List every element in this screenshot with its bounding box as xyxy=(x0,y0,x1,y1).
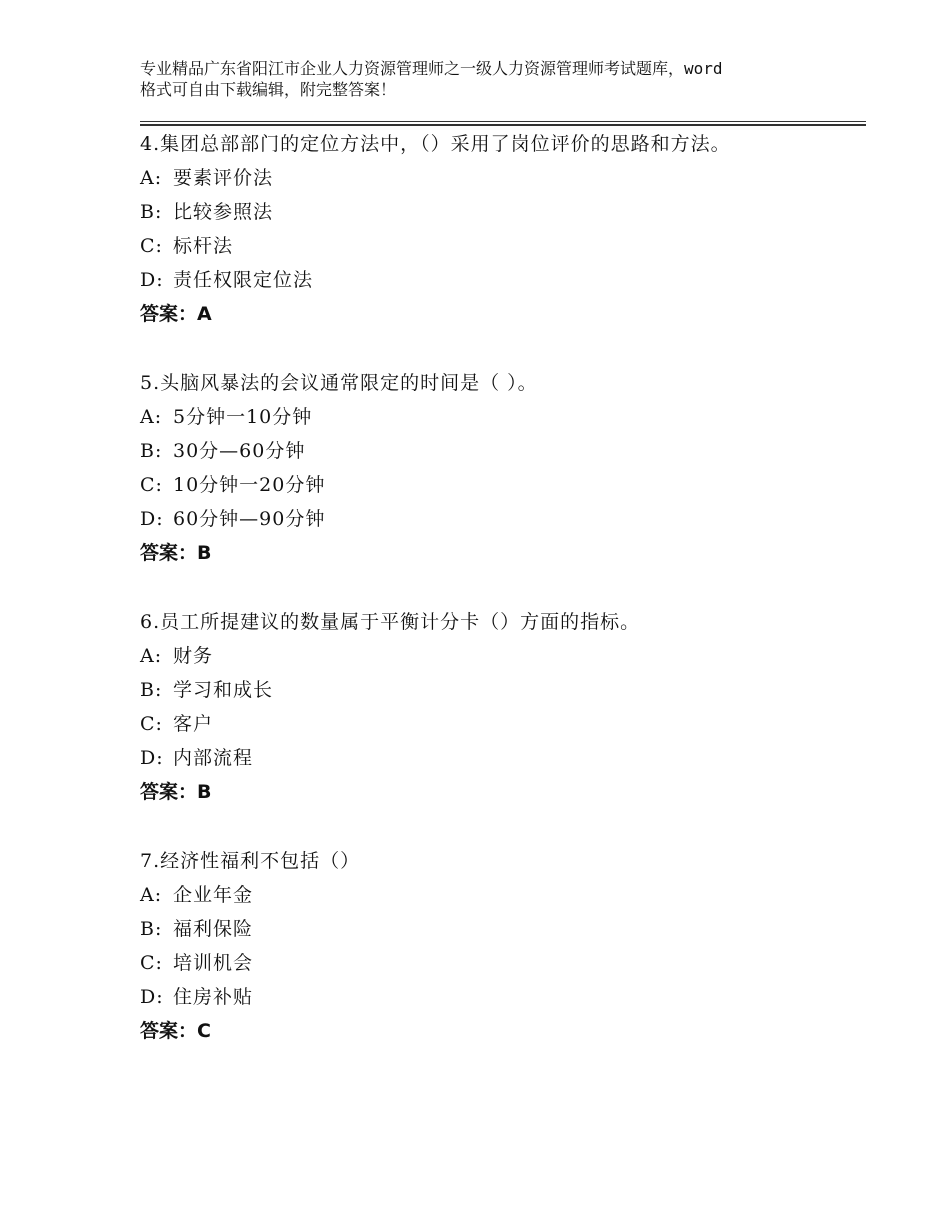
option-text: 30分—60分钟 xyxy=(173,440,306,462)
option-c xyxy=(140,946,870,980)
option-letter: D: xyxy=(140,269,164,291)
option-text: 60分钟—90分钟 xyxy=(173,508,326,530)
question-5 xyxy=(140,366,870,570)
option-text: 客户 xyxy=(173,713,214,735)
option-d xyxy=(140,263,870,297)
header-divider xyxy=(140,121,866,126)
option-letter: C: xyxy=(140,474,163,496)
option-c xyxy=(140,468,870,502)
option-text: 内部流程 xyxy=(173,747,254,769)
option-b xyxy=(140,912,870,946)
option-text: 企业年金 xyxy=(173,884,254,906)
option-text: 要素评价法 xyxy=(173,167,274,189)
option-b xyxy=(140,434,870,468)
option-d xyxy=(140,502,870,536)
option-letter: B: xyxy=(140,440,163,462)
option-text: 学习和成长 xyxy=(173,679,274,701)
option-letter: B: xyxy=(140,201,163,223)
option-letter: A: xyxy=(140,406,163,428)
header-line-1: 专业精品广东省阳江市企业人力资源管理师之一级人力资源管理师考试题库，word xyxy=(140,59,723,78)
option-d xyxy=(140,741,870,775)
question-spacer xyxy=(140,331,870,366)
option-d xyxy=(140,980,870,1014)
option-letter: A: xyxy=(140,884,163,906)
option-a xyxy=(140,878,870,912)
question-7 xyxy=(140,844,870,1048)
option-c xyxy=(140,707,870,741)
option-text: 福利保险 xyxy=(173,918,254,940)
option-text: 住房补贴 xyxy=(173,986,254,1008)
option-text: 比较参照法 xyxy=(173,201,274,223)
option-b xyxy=(140,195,870,229)
header-line-2: 格式可自由下载编辑，附完整答案！ xyxy=(140,80,397,99)
option-letter: D: xyxy=(140,747,164,769)
question-text: 4.集团总部部门的定位方法中，（）采用了岗位评价的思路和方法。 xyxy=(140,133,731,155)
question-spacer xyxy=(140,809,870,844)
option-a xyxy=(140,400,870,434)
option-text: 标杆法 xyxy=(173,235,234,257)
option-c xyxy=(140,229,870,263)
answer-line: 答案：A xyxy=(140,303,212,325)
option-text: 培训机会 xyxy=(173,952,254,974)
answer-line: 答案：B xyxy=(140,781,212,803)
question-list xyxy=(140,127,870,1048)
answer-line: 答案：B xyxy=(140,542,212,564)
option-letter: D: xyxy=(140,986,164,1008)
option-text: 5分钟一10分钟 xyxy=(173,406,313,428)
option-letter: B: xyxy=(140,679,163,701)
question-6 xyxy=(140,605,870,809)
option-a xyxy=(140,161,870,195)
option-a xyxy=(140,639,870,673)
question-4 xyxy=(140,127,870,331)
option-text: 10分钟一20分钟 xyxy=(173,474,326,496)
option-letter: D: xyxy=(140,508,164,530)
question-text: 6.员工所提建议的数量属于平衡计分卡（）方面的指标。 xyxy=(140,611,641,633)
option-letter: A: xyxy=(140,167,163,189)
option-letter: A: xyxy=(140,645,163,667)
option-letter: C: xyxy=(140,235,163,257)
option-letter: B: xyxy=(140,918,163,940)
option-letter: C: xyxy=(140,952,163,974)
question-text: 5.头脑风暴法的会议通常限定的时间是（ ）。 xyxy=(140,372,538,394)
option-text: 责任权限定位法 xyxy=(173,269,314,291)
document-header xyxy=(140,58,830,100)
option-b xyxy=(140,673,870,707)
option-letter: C: xyxy=(140,713,163,735)
question-text: 7.经济性福利不包括（） xyxy=(140,850,361,872)
option-text: 财务 xyxy=(173,645,214,667)
answer-line: 答案：C xyxy=(140,1020,211,1042)
question-spacer xyxy=(140,570,870,605)
